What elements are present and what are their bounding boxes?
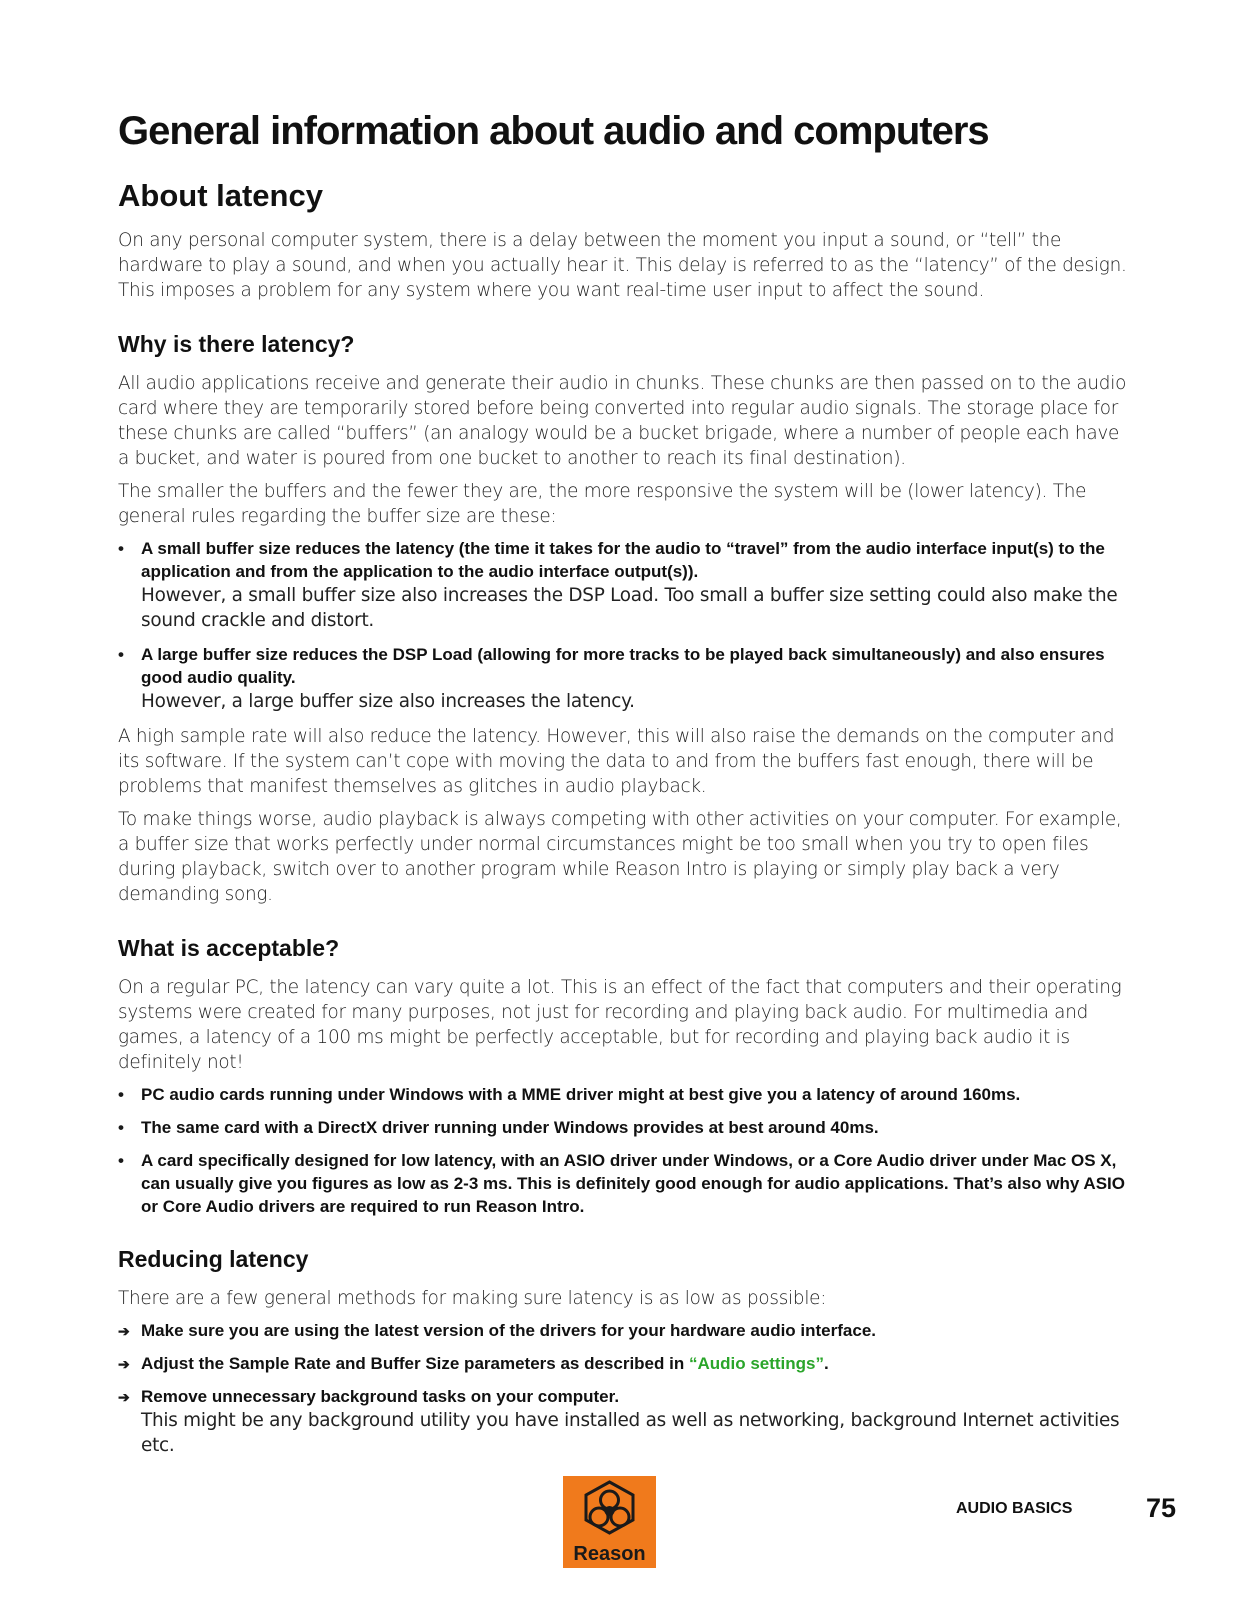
paragraph: On a regular PC, the latency can vary quite a lot. This is an effect of the fact that computers and their operating systems were created for many purposes, not just for recording and playing back audio. For multimedia and games, a latency of a 100 ms might be perfectly acceptable, but for recording and playing back audio it is definitely not!	[118, 977, 1122, 1073]
list-item-bold: PC audio cards running under Windows with a MME driver might at best give you a latency of around 160ms.	[141, 1085, 1021, 1104]
paragraph: The smaller the buffers and the fewer they are, the more responsive the system will be (lower latency). The general rules regarding the buffer size are these:	[118, 481, 1087, 527]
audio-settings-link[interactable]: “Audio settings”	[688, 1354, 825, 1373]
page-number: 75	[1146, 1493, 1177, 1523]
paragraph: To make things worse, audio playback is always competing with other activities on your computer. For example, a buffer size that works perfectly under normal circumstances might be too small when you try to open files during playback, switch over to another program while Reason Intro is playing or simply play back a very demanding song.	[118, 809, 1122, 905]
paragraph: On any personal computer system, there is a delay between the moment you input a sound, or “tell” the hardware to play a sound, and when you actually hear it. This delay is referred to as the “latency” of the design. This imposes a problem for any system where you want real-time user input to affect the sound.	[118, 230, 1127, 301]
heading-acceptable: What is acceptable?	[118, 935, 340, 961]
arrow-icon: ➔	[118, 1356, 130, 1372]
paragraph: There are a few general methods for making sure latency is as low as possible:	[118, 1288, 827, 1309]
list-item-bold: A large buffer size reduces the DSP Load (allowing for more tracks to be played back simultaneously) and also ensures good audio quality.	[141, 645, 1105, 687]
list-item	[118, 1149, 1128, 1218]
reason-logo	[563, 1476, 656, 1568]
list-item	[118, 1083, 1128, 1106]
page-title: General information about audio and computers	[118, 109, 989, 153]
section-label: AUDIO BASICS	[956, 1500, 1073, 1517]
list-item-bold: A card specifically designed for low latency, with an ASIO driver under Windows, or a Core Audio driver under Mac OS X, can usually give you figures as low as 2-3 ms. This is definitely good enough for audio applications. That’s also why ASIO or Core Audio drivers are required to run Reason Intro.	[141, 1151, 1125, 1216]
bullet-icon: •	[118, 539, 124, 558]
list-item	[118, 1319, 1128, 1342]
list-item-bold	[141, 1352, 1128, 1375]
list-item-prefix: Adjust the Sample Rate and Buffer Size parameters as described in	[141, 1354, 689, 1373]
heading-about-latency: About latency	[118, 178, 323, 213]
page-content	[118, 104, 1128, 1468]
bullet-icon: •	[118, 1118, 124, 1137]
heading-reducing-latency: Reducing latency	[118, 1246, 309, 1272]
list-item	[118, 643, 1128, 714]
reason-logo-icon	[571, 1480, 648, 1542]
list-item-text: However, a large buffer size also increases the latency.	[141, 691, 635, 712]
list-item	[118, 1116, 1128, 1139]
list-item-bold: A small buffer size reduces the latency (the time it takes for the audio to “travel” from the audio interface input(s) to the application and from the application to the audio interface output(s)).	[141, 539, 1105, 581]
heading-why-latency: Why is there latency?	[118, 331, 355, 357]
logo-text: Reason	[573, 1543, 646, 1565]
driver-list	[118, 1083, 1128, 1218]
bullet-icon: •	[118, 645, 124, 664]
list-item	[118, 1352, 1128, 1375]
list-item-text: This might be any background utility you have installed as well as networking, background Internet activities etc.	[141, 1410, 1120, 1456]
paragraph: A high sample rate will also reduce the latency. However, this will also raise the demands on the computer and its software. If the system can’t cope with moving the data to and from the buffers fast enough, there will be problems that manifest themselves as glitches in audio playback.	[118, 726, 1115, 797]
list-item-bold: Remove unnecessary background tasks on your computer.	[141, 1387, 620, 1406]
arrow-icon: ➔	[118, 1389, 130, 1405]
buffer-rules-list	[118, 537, 1128, 714]
arrow-icon: ➔	[118, 1323, 130, 1339]
list-item-text: However, a small buffer size also increases the DSP Load. Too small a buffer size setting could also make the sound crackle and distort.	[141, 585, 1118, 631]
list-item	[118, 537, 1128, 633]
list-item-bold: Make sure you are using the latest version of the drivers for your hardware audio interface.	[141, 1321, 876, 1340]
paragraph: All audio applications receive and generate their audio in chunks. These chunks are then passed on to the audio card where they are temporarily stored before being converted into regular audio signals. The storage place for these chunks are called “buffers” (an analogy would be a bucket brigade, where a number of people each have a bucket, and water is poured from one bucket to another to reach its final destination).	[118, 373, 1127, 469]
method-list	[118, 1319, 1128, 1458]
bullet-icon: •	[118, 1085, 124, 1104]
list-item	[118, 1385, 1128, 1458]
list-item-bold: The same card with a DirectX driver running under Windows provides at best around 40ms.	[141, 1118, 879, 1137]
list-item-suffix: .	[824, 1354, 829, 1373]
bullet-icon: •	[118, 1151, 124, 1170]
